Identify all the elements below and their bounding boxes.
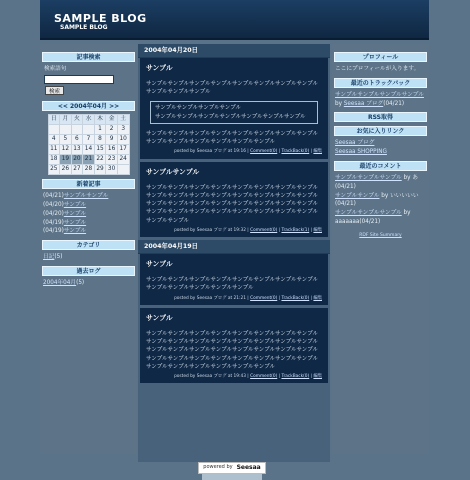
- recent-comments-title: 最近のコメント: [334, 161, 427, 171]
- powered-by-badge[interactable]: [198, 462, 266, 474]
- calendar-day: 23: [106, 155, 118, 165]
- comment-author: by aaaaaaa(04/21): [335, 210, 411, 225]
- list-item: [43, 192, 134, 201]
- post-footer: posted by Seesaa ブログ at 21:21 | Comment(0) | TrackBack(0) | 編集: [174, 295, 322, 301]
- trackback-date: (04/21): [383, 100, 405, 107]
- recent-posts-list: [42, 192, 135, 236]
- recent-date: (04/19): [43, 219, 64, 226]
- post-body: サンプルサンプルサンプルサンプルサンプルサンプルサンプルサンプルサンプルサンプルサンプルサンプルサンプルサンプル: [146, 130, 319, 146]
- blog-post: [140, 162, 328, 238]
- comment-link[interactable]: Comment(0): [250, 227, 278, 233]
- calendar-day: 2: [106, 125, 118, 135]
- calendar-day: 22: [94, 155, 106, 165]
- comment-link[interactable]: Comment(0): [250, 149, 278, 155]
- calendar-week-3: [48, 145, 129, 155]
- calendar-day: 3: [117, 125, 129, 135]
- trackback-link[interactable]: TrackBack(0): [281, 374, 310, 380]
- comment-post-link[interactable]: サンプルサンプルサンプル: [335, 210, 402, 217]
- calendar-weekdays: [48, 115, 129, 125]
- post-quote: サンプルサンプルサンプルサンプル サンプルサンプルサンプルサンプルサンプルサンプルサンプル: [150, 101, 318, 123]
- blog-subtitle: SAMPLE BLOG: [60, 24, 108, 31]
- blog-header: [40, 0, 429, 40]
- list-item: [335, 209, 426, 227]
- main-content: [138, 44, 330, 462]
- list-item: [43, 201, 134, 210]
- calendar-day: 13: [71, 145, 83, 155]
- list-item: [43, 210, 134, 219]
- right-sidebar: [332, 44, 429, 454]
- comment-post-link[interactable]: サンプルサンプル: [335, 192, 380, 199]
- calendar-day: 16: [106, 145, 118, 155]
- left-sidebar: [40, 44, 137, 454]
- calendar-day: 28: [83, 165, 95, 175]
- calendar-day: [83, 125, 95, 135]
- post-body: サンプルサンプルサンプルサンプルサンプルサンプルサンプルサンプルサンプルサンプルサンプルサンプルサンプル: [146, 277, 319, 292]
- weekday-fri: 金: [106, 115, 118, 125]
- comment-link[interactable]: Comment(0): [250, 295, 278, 301]
- recent-post-link[interactable]: サンプルサンプル: [63, 193, 109, 200]
- profile-title: プロフィール: [334, 52, 427, 62]
- calendar-day: 14: [83, 145, 95, 155]
- calendar-day: [117, 165, 129, 175]
- recent-post-link[interactable]: サンプル: [63, 210, 87, 217]
- post-footer: posted by Seesaa ブログ at 19:32 | Comment(0) | TrackBack(1) | 編集: [174, 227, 322, 233]
- calendar-day: 30: [106, 165, 118, 175]
- calendar-day-link[interactable]: 20: [71, 155, 83, 165]
- trackback-by: by: [335, 100, 344, 107]
- calendar-day: 7: [83, 135, 95, 145]
- post-title[interactable]: サンプル: [146, 260, 173, 269]
- calendar-day: 8: [94, 135, 106, 145]
- recent-date: (04/19): [43, 228, 64, 235]
- trackback-link[interactable]: TrackBack(0): [281, 149, 310, 155]
- trackback-link[interactable]: TrackBack(1): [281, 227, 310, 233]
- calendar-day: 26: [60, 165, 72, 175]
- edit-link[interactable]: 編集: [313, 374, 322, 380]
- rdf-link[interactable]: [334, 233, 427, 240]
- category-list: [42, 253, 135, 262]
- recent-date: (04/20): [43, 201, 64, 208]
- calendar-week-5: [48, 165, 129, 175]
- category-title: カテゴリ: [42, 240, 135, 250]
- calendar-day: 15: [94, 145, 106, 155]
- post-meta: posted by Seesaa ブログ at 19:32 |: [174, 227, 249, 233]
- seesaa-logo: Seesaa: [236, 463, 261, 471]
- calendar-day: 18: [48, 155, 60, 165]
- weekday-sat: 土: [117, 115, 129, 125]
- trackback-post-link[interactable]: サンプルサンプルサンプルサンプル: [335, 91, 424, 98]
- calendar-day: 27: [71, 165, 83, 175]
- edit-link[interactable]: 編集: [313, 295, 322, 301]
- archive-title: 過去ログ: [42, 266, 135, 276]
- calendar-day: 24: [117, 155, 129, 165]
- list-item: [335, 148, 426, 157]
- favorite-link[interactable]: Seesaa ブログ: [335, 140, 375, 147]
- calendar-week-2: [48, 135, 129, 145]
- post-body: サンプルサンプルサンプルサンプルサンプルサンプルサンプルサンプルサンプルサンプルサンプルサンプルサンプルサンプルサンプルサンプルサンプルサンプルサンプルサンプルサンプルサンプルサンプルサンプルサンプルサンプルサンプルサンプルサンプルサンプルサンプルサンプルサンプルサンプル: [146, 184, 319, 224]
- recent-post-link[interactable]: サンプル: [63, 219, 87, 226]
- calendar-day: [71, 125, 83, 135]
- list-item: [335, 139, 426, 148]
- recent-post-link[interactable]: サンプル: [63, 228, 87, 235]
- blog-post: [140, 254, 328, 305]
- calendar-week-1: [48, 125, 129, 135]
- calendar-day: 29: [94, 165, 106, 175]
- date-header: 2004年04月19日: [138, 240, 330, 254]
- trackbacks-title: 最近のトラックバック: [334, 78, 427, 88]
- weekday-mon: 月: [60, 115, 72, 125]
- trackback-item: [334, 91, 427, 109]
- comment-author: by あ(04/21): [335, 174, 418, 190]
- rss-button[interactable]: RSS取得: [334, 112, 427, 122]
- footer-strip: [202, 474, 262, 480]
- calendar-day: 10: [117, 135, 129, 145]
- search-label: 検索語句: [44, 66, 67, 72]
- favorite-link[interactable]: Seesaa SHOPPING: [335, 149, 387, 156]
- favorites-title: お気に入りリンク: [334, 126, 427, 136]
- calendar: [48, 114, 130, 175]
- post-title[interactable]: サンプルサンプル: [146, 167, 200, 176]
- weekday-thu: 木: [94, 115, 106, 125]
- recent-date: (04/20): [43, 210, 64, 217]
- archive-list: [42, 279, 135, 288]
- archive-link[interactable]: 2004年04月: [43, 279, 77, 286]
- calendar-day: 11: [48, 145, 60, 155]
- post-title[interactable]: サンプル: [146, 64, 173, 72]
- category-count: (5): [54, 254, 63, 261]
- weekday-wed: 水: [83, 115, 95, 125]
- calendar-day: 9: [106, 135, 118, 145]
- trackback-link[interactable]: TrackBack(0): [281, 295, 310, 301]
- post-meta: posted by Seesaa ブログ at 21:21 |: [174, 295, 249, 301]
- calendar-day: [60, 125, 72, 135]
- edit-link[interactable]: 編集: [313, 149, 322, 155]
- blog-title[interactable]: SAMPLE BLOG: [54, 12, 147, 25]
- calendar-day: 25: [48, 165, 60, 175]
- calendar-day: 12: [60, 145, 72, 155]
- calendar-day: [48, 125, 60, 135]
- weekday-tue: 火: [71, 115, 83, 125]
- favorites-list: [334, 139, 427, 157]
- edit-link[interactable]: 編集: [313, 227, 322, 233]
- rdf-site-summary-link[interactable]: RDF Site Summary: [359, 232, 402, 238]
- search-button[interactable]: 検索: [45, 86, 64, 95]
- post-body: サンプルサンプルサンプルサンプルサンプルサンプルサンプルサンプルサンプルサンプルサンプル: [146, 80, 319, 96]
- calendar-week-4: [48, 155, 129, 165]
- list-item: [43, 219, 134, 228]
- comment-author: by いいいいい(04/21): [335, 192, 419, 208]
- calendar-day: 4: [48, 135, 60, 145]
- post-title[interactable]: サンプル: [146, 313, 173, 322]
- blog-post: [140, 58, 328, 159]
- calendar-day: 1: [94, 125, 106, 135]
- list-item: [43, 227, 134, 236]
- weekday-sun: 日: [48, 115, 60, 125]
- calendar-day: 5: [60, 135, 72, 145]
- recent-date: (04/21): [43, 193, 64, 200]
- post-body: サンプルサンプルサンプルサンプルサンプルサンプルサンプルサンプルサンプルサンプルサンプルサンプルサンプルサンプルサンプルサンプルサンプルサンプルサンプルサンプルサンプルサンプルサンプルサンプルサンプルサンプルサンプルサンプルサンプルサンプルサンプルサンプルサンプルサンプルサンプルサンプルサンプルサンプル: [146, 330, 319, 370]
- list-item: [335, 192, 426, 210]
- calendar-day-link[interactable]: 21: [83, 155, 95, 165]
- calendar-day-link[interactable]: 19: [60, 155, 72, 165]
- calendar-day: 6: [71, 135, 83, 145]
- archive-count: (5): [76, 279, 85, 286]
- recent-comments-list: [334, 174, 427, 227]
- post-footer: posted by Seesaa ブログ at 19:43 | Comment(0) | TrackBack(0) | 編集: [174, 374, 322, 380]
- profile-text: ここにプロフィールが入ります。: [335, 66, 420, 72]
- calendar-title[interactable]: << 2004年04月 >>: [42, 101, 135, 111]
- comment-link[interactable]: Comment(0): [250, 374, 278, 380]
- category-link[interactable]: 日記: [43, 254, 55, 261]
- post-meta: posted by Seesaa ブログ at 19:43 |: [174, 374, 249, 380]
- trackback-source-link[interactable]: Seesaa ブログ: [343, 100, 384, 107]
- recent-post-link[interactable]: サンプル: [63, 201, 87, 208]
- list-item: [335, 174, 426, 192]
- search-input[interactable]: [44, 75, 114, 84]
- search-title: 記事検索: [42, 52, 135, 62]
- calendar-day: 17: [117, 145, 129, 155]
- blog-post: [140, 308, 328, 384]
- post-footer: posted by Seesaa ブログ at 19:16 | Comment(0) | TrackBack(0) | 編集: [174, 149, 322, 155]
- powered-by-label: powered by: [203, 464, 233, 471]
- date-header: 2004年04月20日: [138, 44, 330, 58]
- recent-posts-title: 新着記事: [42, 179, 135, 189]
- comment-post-link[interactable]: サンプルサンプルサンプル: [335, 174, 402, 181]
- post-meta: posted by Seesaa ブログ at 19:16 |: [174, 149, 249, 155]
